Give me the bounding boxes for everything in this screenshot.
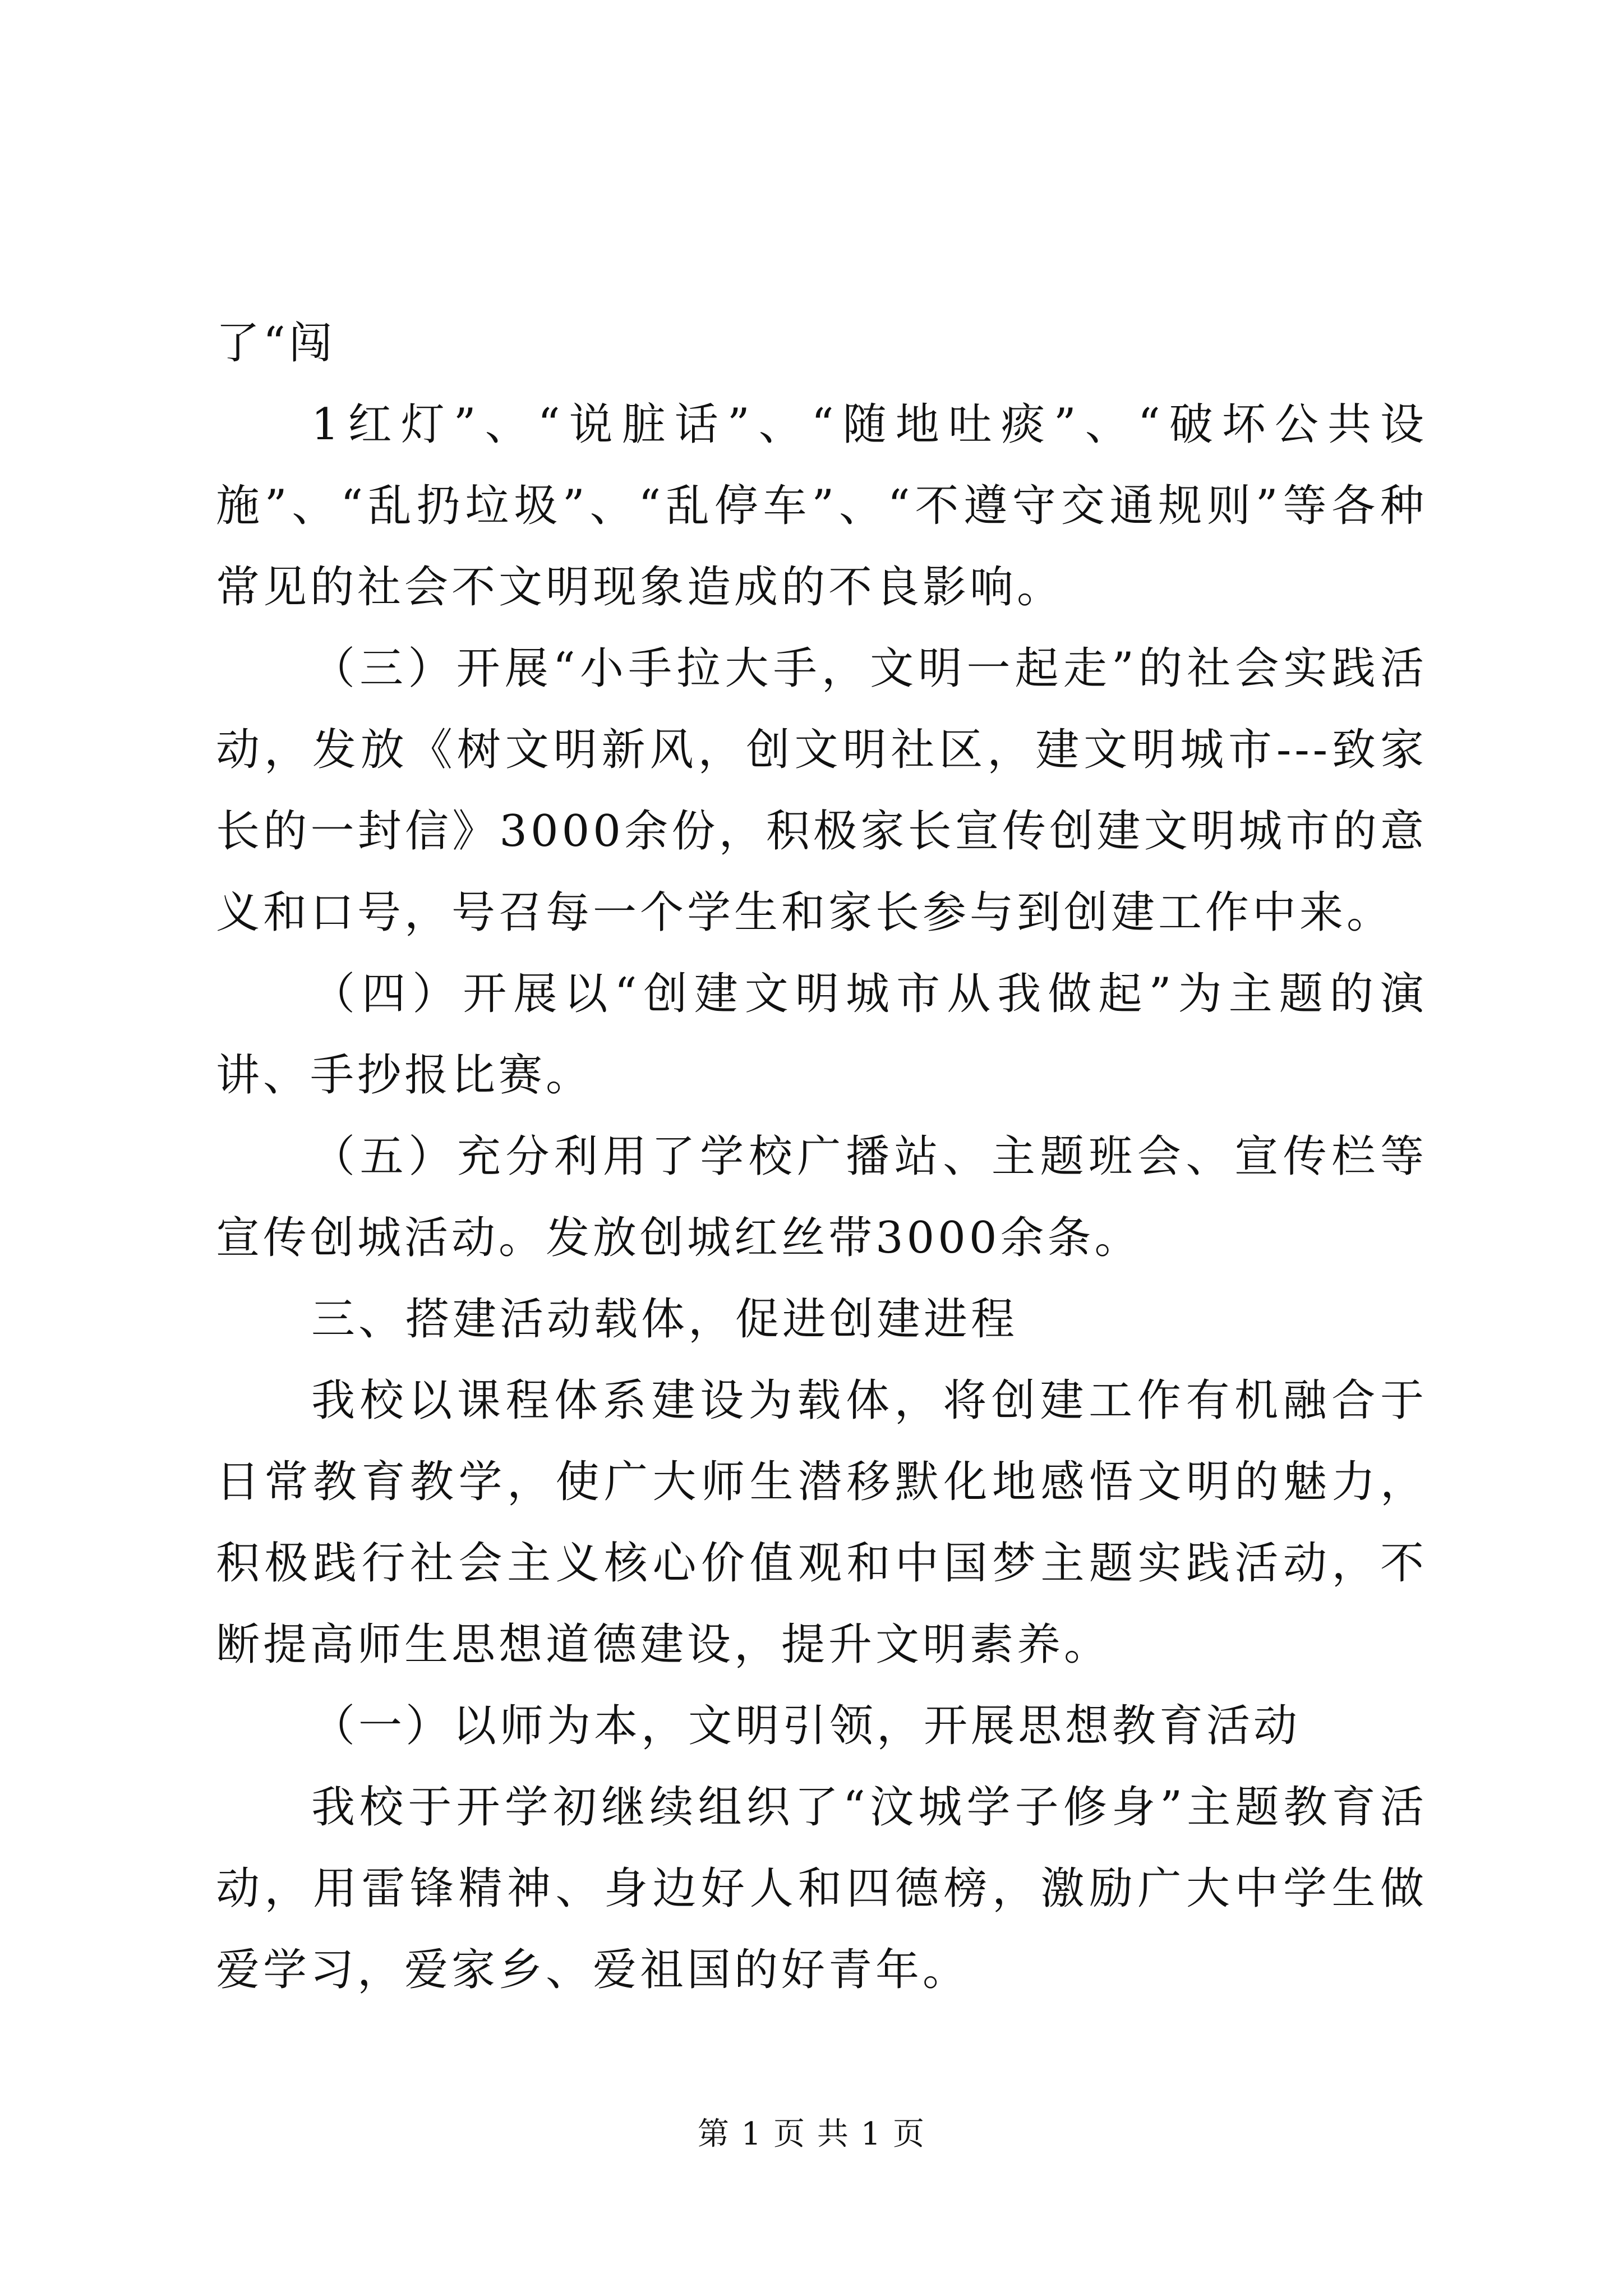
paragraph-item-five: （五）充分利用了学校广播站、主题班会、宣传栏等宣传创城活动。发放创城红丝带3000余条。 — [216, 1131, 1427, 1263]
paragraph-education-activity: 我校于开学初继续组织了“汶城学子修身”主题教育活动，用雷锋精神、身边好人和四德榜，激励广大中学生做爱学习，爱家乡、爱祖国的好青年。 — [216, 1782, 1427, 1995]
paragraph-curriculum: 我校以课程体系建设为载体，将创建工作有机融合于日常教育教学，使广大师生潜移默化地感悟文明的魅力，积极践行社会主义核心价值观和中国梦主题实践活动，不断提高师生思想道德建设，提升文明素养。 — [216, 1375, 1427, 1670]
paragraph-item-four: （四）开展以“创建文明城市从我做起”为主题的演讲、手抄报比赛。 — [216, 969, 1427, 1101]
paragraph-uncivil-behaviors: 1红灯”、“说脏话”、“随地吐痰”、“破坏公共设施”、“乱扔垃圾”、“乱停车”、“不遵守交通规则”等各种常见的社会不文明现象造成的不良影响。 — [216, 399, 1427, 613]
subsection-heading-one: （一）以师为本，文明引领，开展思想教育活动 — [311, 1701, 1301, 1751]
paragraph-item-three: （三）开展“小手拉大手，文明一起走”的社会实践活动，发放《树文明新风，创文明社区，建文明城市---致家长的一封信》3000余份，积极家长宣传创建文明城市的意义和口号，号召每一个学生和家长参与到创建工作中来。 — [216, 643, 1427, 938]
section-heading-three: 三、搭建活动载体，促进创建进程 — [311, 1294, 1018, 1345]
paragraph-continuation: 了“闯 — [216, 318, 336, 369]
page-footer: 第 1 页 共 1 页 — [697, 2116, 926, 2152]
document-body — [216, 303, 1427, 2011]
